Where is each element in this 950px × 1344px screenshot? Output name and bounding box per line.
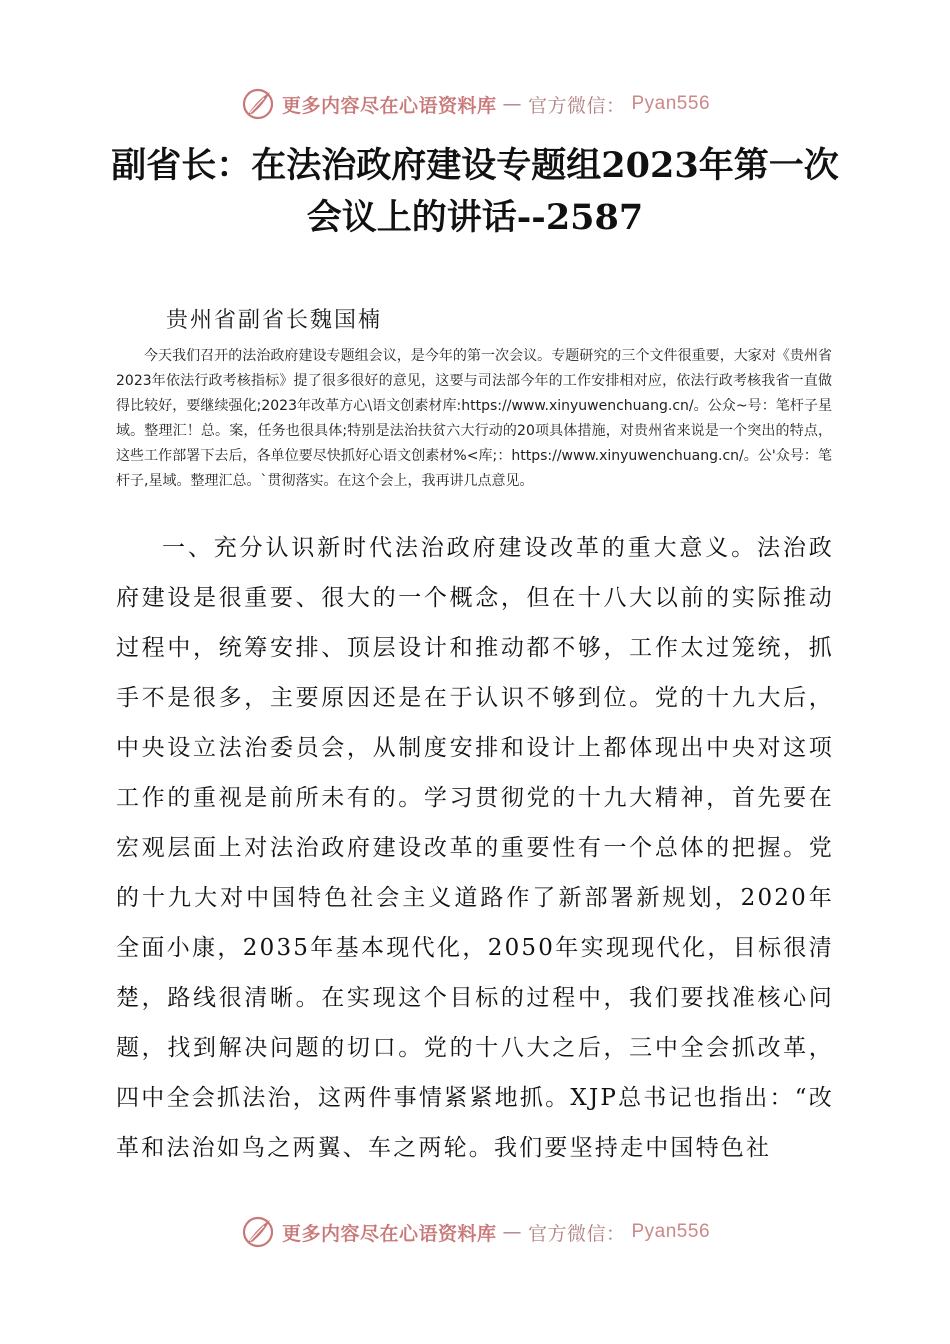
watermark-header [0, 82, 950, 126]
watermark-wechat-label: 官方微信： [527, 94, 626, 117]
watermark-wechat-id: Pyan556 [631, 93, 711, 114]
document-author: 贵州省副省长魏国楠 [166, 308, 383, 333]
watermark-main-text: 更多内容尽在心语资料库 [281, 94, 497, 117]
watermark-wechat-label: 官方微信： [527, 1222, 626, 1245]
quill-logo-icon [240, 1214, 276, 1250]
quill-logo-icon [240, 86, 276, 122]
watermark-main-text: 更多内容尽在心语资料库 [281, 1222, 497, 1245]
body-paragraph: 一、充分认识新时代法治政府建设改革的重大意义。法治政府建设是很重要、很大的一个概念，但在十八大以前的实际推动过程中，统筹安排、顶层设计和推动都不够，工作太过笼统，抓手不是很多，主要原因还是在于认识不够到位。党的十九大后，中央设立法治委员会，从制度安排和设计上都体现出中央对这项工作的重视是前所未有的。学习贯彻党的十九大精神，首先要在宏观层面上对法治政府建设改革的重要性有一个总体的把握。党的十九大对中国特色社会主义道路作了新部署新规划，2020年全面小康，2035年基本现代化，2050年实现现代化，目标很清楚，路线很清晰。在实现这个目标的过程中，我们要找准核心问题，找到解决问题的切口。党的十八大之后，三中全会抓改革，四中全会抓法治，这两件事情紧紧地抓。XJP总书记也指出：“改革和法治如鸟之两翼、车之两轮。我们要坚持走中国特色社 [116, 535, 834, 1161]
watermark-dash: — [502, 1221, 522, 1243]
watermark-wechat-id: Pyan556 [631, 1221, 711, 1242]
watermark-footer [0, 1210, 950, 1254]
watermark-dash: — [502, 93, 522, 115]
intro-paragraph: 今天我们召开的法治政府建设专题组会议，是今年的第一次会议。专题研究的三个文件很重要，大家对《贵州省2023年依法行政考核指标》提了很多很好的意见，这要与司法部今年的工作安排相对应，依法行政考核我省一直做得比较好，要继续强化;2023年改革方心\语文创素材库:https://www.xinyuwenchuang.cn/。公众~号：笔杆子星域。整理汇！总。案，任务也很具体;特别是法治扶贫六大行动的20项具体措施，对贵州省来说是一个突出的特点，这些工作部署下去后，各单位要尽快抓好心语文创素材%<库;：https://www.xinyuwenchuang.cn/。公'众号：笔杆子,星域。整理汇总。`贯彻落实。在这个会上，我再讲几点意见。 [116, 348, 832, 489]
document-title: 副省长：在法治政府建设专题组2023年第一次会议上的讲话--2587 [111, 145, 839, 238]
